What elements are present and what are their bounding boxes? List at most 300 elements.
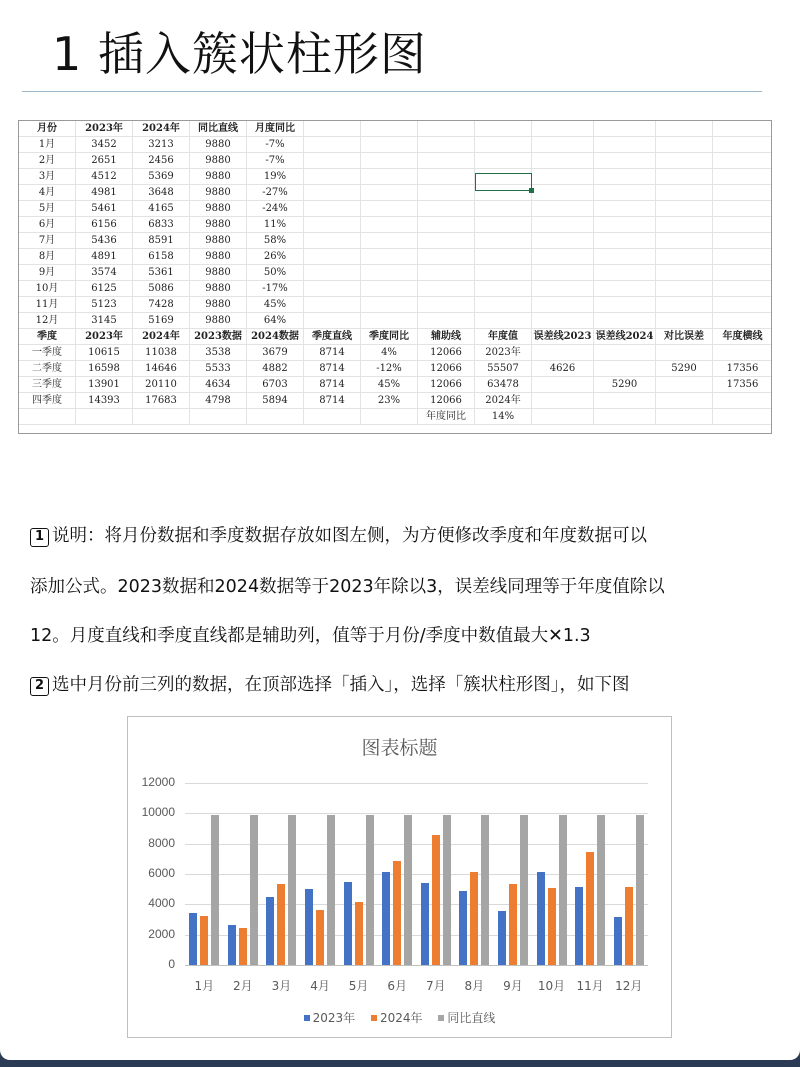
spreadsheet	[18, 120, 772, 434]
x-tick-label: 6月	[387, 979, 408, 993]
legend-label: 2024年	[379, 1011, 423, 1025]
sheet-cell[interactable]	[594, 137, 656, 153]
bar-2024年-2月[interactable]	[239, 928, 247, 965]
bar-2023年-4月[interactable]	[305, 889, 313, 965]
sheet-cell[interactable]	[656, 377, 713, 393]
sheet-cell[interactable]: 5533	[190, 361, 247, 377]
sheet-cell[interactable]	[418, 185, 475, 201]
chart-title[interactable]: 图表标题	[361, 737, 438, 759]
sheet-cell[interactable]	[304, 281, 361, 297]
sheet-cell[interactable]: 13901	[76, 377, 133, 393]
y-tick-label: 6000	[148, 866, 175, 880]
sheet-cell[interactable]	[304, 121, 361, 137]
sheet-cell[interactable]: 6月	[19, 217, 76, 233]
sheet-cell[interactable]: 年度值	[475, 329, 532, 345]
sheet-cell[interactable]: 月度同比	[247, 121, 304, 137]
sheet-cell[interactable]: 5361	[133, 265, 190, 281]
sheet-cell[interactable]: 季度直线	[304, 329, 361, 345]
sheet-cell[interactable]	[418, 297, 475, 313]
sheet-cell[interactable]: 6156	[76, 217, 133, 233]
sheet-cell[interactable]	[361, 185, 418, 201]
sheet-cell[interactable]: -7%	[247, 153, 304, 169]
sheet-cell[interactable]: 月份	[19, 121, 76, 137]
sheet-cell[interactable]: -7%	[247, 137, 304, 153]
sheet-cell[interactable]: 8591	[133, 233, 190, 249]
sheet-cell[interactable]	[304, 249, 361, 265]
sheet-cell[interactable]: 对比误差	[656, 329, 713, 345]
sheet-cell[interactable]: 4512	[76, 169, 133, 185]
sheet-cell[interactable]	[361, 409, 418, 425]
bar-2023年-7月[interactable]	[421, 883, 429, 965]
sheet-cell[interactable]	[594, 265, 656, 281]
sheet-cell[interactable]: 5290	[594, 377, 656, 393]
sheet-cell[interactable]: 3145	[76, 313, 133, 329]
sheet-cell[interactable]: 3452	[76, 137, 133, 153]
sheet-cell[interactable]	[713, 185, 772, 201]
sheet-cell[interactable]: 6125	[76, 281, 133, 297]
sheet-cell[interactable]	[361, 201, 418, 217]
sheet-cell[interactable]: 3679	[247, 345, 304, 361]
sheet-cell[interactable]	[656, 281, 713, 297]
sheet-cell[interactable]	[418, 153, 475, 169]
sheet-cell[interactable]: 三季度	[19, 377, 76, 393]
sheet-cell[interactable]: 6703	[247, 377, 304, 393]
sheet-cell[interactable]	[594, 249, 656, 265]
sheet-cell[interactable]	[594, 313, 656, 329]
legend-item-2024	[371, 1011, 423, 1025]
sheet-cell[interactable]: 9880	[190, 201, 247, 217]
sheet-cell[interactable]	[656, 265, 713, 281]
sheet-cell[interactable]	[247, 409, 304, 425]
sheet-cell[interactable]	[532, 313, 594, 329]
sheet-cell[interactable]	[304, 201, 361, 217]
sheet-cell[interactable]: 11038	[133, 345, 190, 361]
sheet-cell[interactable]: 季度同比	[361, 329, 418, 345]
sheet-cell[interactable]	[475, 217, 532, 233]
bar-2024年-6月[interactable]	[393, 861, 401, 965]
sheet-cell[interactable]	[475, 201, 532, 217]
sheet-cell[interactable]	[532, 281, 594, 297]
x-axis-line	[185, 965, 648, 966]
bar-2023年-11月[interactable]	[575, 887, 583, 965]
sheet-cell[interactable]: 63478	[475, 377, 532, 393]
sheet-cell[interactable]: 9880	[190, 233, 247, 249]
sheet-cell[interactable]	[713, 169, 772, 185]
sheet-cell[interactable]: 5369	[133, 169, 190, 185]
sheet-cell[interactable]: 年度横线	[713, 329, 772, 345]
sheet-cell[interactable]: 14393	[76, 393, 133, 409]
bar-2024年-8月[interactable]	[470, 872, 478, 965]
sheet-cell[interactable]: 4891	[76, 249, 133, 265]
sheet-cell[interactable]	[475, 265, 532, 281]
sheet-cell[interactable]: 10月	[19, 281, 76, 297]
sheet-cell[interactable]	[656, 217, 713, 233]
sheet-cell[interactable]	[361, 297, 418, 313]
sheet-cell[interactable]	[418, 249, 475, 265]
bar-同比直线-6月[interactable]	[404, 815, 412, 965]
sheet-cell[interactable]	[304, 265, 361, 281]
bar-同比直线-12月[interactable]	[636, 815, 644, 965]
sheet-cell[interactable]: 5月	[19, 201, 76, 217]
sheet-cell[interactable]: 17683	[133, 393, 190, 409]
sheet-cell[interactable]: 23%	[361, 393, 418, 409]
sheet-cell[interactable]	[713, 201, 772, 217]
sheet-cell[interactable]	[594, 233, 656, 249]
bar-同比直线-10月[interactable]	[559, 815, 567, 965]
sheet-cell[interactable]	[418, 137, 475, 153]
sheet-cell[interactable]: 2024年	[133, 329, 190, 345]
sheet-cell[interactable]: 7428	[133, 297, 190, 313]
bar-同比直线-2月[interactable]	[250, 815, 258, 965]
sheet-cell[interactable]	[656, 233, 713, 249]
sheet-cell[interactable]	[475, 121, 532, 137]
bar-2023年-3月[interactable]	[266, 897, 274, 965]
sheet-cell[interactable]: 误差线2024	[594, 329, 656, 345]
sheet-cell[interactable]: 6158	[133, 249, 190, 265]
sheet-cell[interactable]	[190, 409, 247, 425]
step-badge-2: 2	[30, 677, 49, 696]
bar-同比直线-9月[interactable]	[520, 815, 528, 965]
sheet-cell[interactable]	[594, 409, 656, 425]
bar-2023年-5月[interactable]	[344, 882, 352, 965]
sheet-cell[interactable]	[418, 265, 475, 281]
sheet-cell[interactable]	[361, 137, 418, 153]
sheet-cell[interactable]	[304, 153, 361, 169]
sheet-cell[interactable]	[418, 313, 475, 329]
sheet-cell[interactable]	[361, 249, 418, 265]
sheet-cell[interactable]	[304, 217, 361, 233]
bar-2024年-4月[interactable]	[316, 910, 324, 965]
sheet-cell[interactable]: 4626	[532, 361, 594, 377]
sheet-cell[interactable]: 3213	[133, 137, 190, 153]
sheet-cell[interactable]	[532, 249, 594, 265]
sheet-cell[interactable]: 9880	[190, 169, 247, 185]
sheet-cell[interactable]	[713, 281, 772, 297]
note-line-3	[30, 624, 780, 648]
sheet-cell[interactable]	[713, 217, 772, 233]
sheet-cell[interactable]	[532, 169, 594, 185]
bar-2023年-9月[interactable]	[498, 911, 506, 965]
sheet-cell[interactable]: 8714	[304, 393, 361, 409]
sheet-cell[interactable]	[594, 297, 656, 313]
sheet-cell[interactable]	[656, 169, 713, 185]
clustered-column-chart[interactable]	[127, 716, 672, 1038]
sheet-cell[interactable]: 9月	[19, 265, 76, 281]
sheet-cell[interactable]	[532, 153, 594, 169]
sheet-cell[interactable]: 9880	[190, 313, 247, 329]
sheet-cell[interactable]	[475, 281, 532, 297]
fill-handle[interactable]	[529, 188, 534, 193]
sheet-cell[interactable]	[304, 169, 361, 185]
sheet-cell[interactable]	[713, 313, 772, 329]
sheet-cell[interactable]	[532, 121, 594, 137]
sheet-cell[interactable]: 5436	[76, 233, 133, 249]
sheet-cell[interactable]	[594, 361, 656, 377]
sheet-cell[interactable]: 2024年	[133, 121, 190, 137]
bar-2023年-1月[interactable]	[189, 913, 197, 965]
sheet-cell[interactable]: 误差线2023	[532, 329, 594, 345]
sheet-cell[interactable]	[594, 169, 656, 185]
sheet-cell[interactable]: 2651	[76, 153, 133, 169]
bar-2023年-12月[interactable]	[614, 917, 622, 965]
bar-2024年-11月[interactable]	[586, 852, 594, 965]
sheet-cell[interactable]: 5461	[76, 201, 133, 217]
sheet-cell[interactable]	[361, 153, 418, 169]
bar-同比直线-3月[interactable]	[288, 815, 296, 965]
sheet-cell[interactable]	[304, 313, 361, 329]
sheet-cell[interactable]: 9880	[190, 249, 247, 265]
sheet-cell[interactable]: 2月	[19, 153, 76, 169]
sheet-cell[interactable]	[656, 297, 713, 313]
sheet-cell[interactable]: 3648	[133, 185, 190, 201]
bar-2024年-3月[interactable]	[277, 884, 285, 965]
sheet-cell[interactable]: 45%	[361, 377, 418, 393]
sheet-cell[interactable]: 5123	[76, 297, 133, 313]
sheet-cell[interactable]: -12%	[361, 361, 418, 377]
sheet-cell[interactable]	[304, 185, 361, 201]
sheet-cell[interactable]	[475, 233, 532, 249]
sheet-cell[interactable]	[594, 217, 656, 233]
sheet-cell[interactable]	[713, 121, 772, 137]
sheet-cell[interactable]	[656, 313, 713, 329]
sheet-cell[interactable]: 26%	[247, 249, 304, 265]
sheet-cell[interactable]	[656, 345, 713, 361]
note-text: 12。月度直线和季度直线都是辅助列，值等于月份/季度中数值最大✕1.3	[30, 626, 591, 646]
selected-cell[interactable]	[475, 173, 532, 191]
bar-同比直线-11月[interactable]	[597, 815, 605, 965]
sheet-cell[interactable]	[361, 169, 418, 185]
sheet-cell[interactable]: 17356	[713, 377, 772, 393]
sheet-cell[interactable]: 2023年	[76, 121, 133, 137]
bar-2024年-1月[interactable]	[200, 916, 208, 965]
bar-同比直线-5月[interactable]	[366, 815, 374, 965]
bar-2023年-10月[interactable]	[537, 872, 545, 965]
sheet-cell[interactable]	[532, 265, 594, 281]
sheet-cell[interactable]: 58%	[247, 233, 304, 249]
sheet-cell[interactable]	[418, 121, 475, 137]
sheet-cell[interactable]: 2023年	[475, 345, 532, 361]
sheet-cell[interactable]: 45%	[247, 297, 304, 313]
sheet-cell[interactable]: 4%	[361, 345, 418, 361]
sheet-cell[interactable]: 4月	[19, 185, 76, 201]
sheet-cell[interactable]: 辅助线	[418, 329, 475, 345]
sheet-cell[interactable]: 9880	[190, 265, 247, 281]
sheet-cell[interactable]: 季度	[19, 329, 76, 345]
sheet-cell[interactable]: 6833	[133, 217, 190, 233]
sheet-cell[interactable]	[594, 281, 656, 297]
sheet-cell[interactable]	[532, 137, 594, 153]
sheet-cell[interactable]	[532, 297, 594, 313]
sheet-cell[interactable]	[656, 201, 713, 217]
note-text: 添加公式。2023数据和2024数据等于2023年除以3，误差线同理等于年度值除以	[30, 577, 665, 597]
sheet-cell[interactable]: 2023年	[76, 329, 133, 345]
sheet-cell[interactable]: 4798	[190, 393, 247, 409]
bar-同比直线-4月[interactable]	[327, 815, 335, 965]
sheet-cell[interactable]	[594, 345, 656, 361]
sheet-cell[interactable]: 17356	[713, 361, 772, 377]
sheet-cell[interactable]: -27%	[247, 185, 304, 201]
sheet-cell[interactable]	[713, 153, 772, 169]
sheet-cell[interactable]: 1月	[19, 137, 76, 153]
sheet-cell[interactable]	[361, 313, 418, 329]
sheet-cell[interactable]: 64%	[247, 313, 304, 329]
sheet-cell[interactable]	[475, 153, 532, 169]
sheet-cell[interactable]	[594, 153, 656, 169]
bar-2024年-9月[interactable]	[509, 884, 517, 965]
sheet-cell[interactable]	[594, 201, 656, 217]
sheet-cell[interactable]: 一季度	[19, 345, 76, 361]
sheet-cell[interactable]: 9880	[190, 185, 247, 201]
sheet-cell[interactable]	[656, 137, 713, 153]
sheet-cell[interactable]: 9880	[190, 153, 247, 169]
sheet-cell[interactable]: 5290	[656, 361, 713, 377]
sheet-cell[interactable]: 9880	[190, 217, 247, 233]
sheet-cell[interactable]: 4165	[133, 201, 190, 217]
sheet-cell[interactable]	[656, 409, 713, 425]
sheet-cell[interactable]: 2456	[133, 153, 190, 169]
bar-2023年-6月[interactable]	[382, 872, 390, 965]
sheet-cell[interactable]: 8714	[304, 361, 361, 377]
sheet-cell[interactable]	[133, 409, 190, 425]
sheet-cell[interactable]: -17%	[247, 281, 304, 297]
sheet-cell[interactable]	[532, 201, 594, 217]
sheet-cell[interactable]: 9880	[190, 137, 247, 153]
sheet-cell[interactable]: 4634	[190, 377, 247, 393]
sheet-cell[interactable]: 11月	[19, 297, 76, 313]
sheet-cell[interactable]	[532, 345, 594, 361]
sheet-cell[interactable]	[713, 233, 772, 249]
bar-2023年-2月[interactable]	[228, 925, 236, 965]
bar-2024年-5月[interactable]	[355, 902, 363, 965]
bar-2024年-7月[interactable]	[432, 835, 440, 965]
sheet-cell[interactable]	[19, 409, 76, 425]
sheet-cell[interactable]: 12月	[19, 313, 76, 329]
sheet-cell[interactable]	[594, 185, 656, 201]
sheet-cell[interactable]	[532, 377, 594, 393]
sheet-cell[interactable]	[532, 233, 594, 249]
sheet-cell[interactable]	[418, 169, 475, 185]
sheet-cell[interactable]: 5169	[133, 313, 190, 329]
sheet-cell[interactable]: 同比直线	[190, 121, 247, 137]
sheet-cell[interactable]: 14646	[133, 361, 190, 377]
sheet-cell[interactable]	[475, 297, 532, 313]
sheet-cell[interactable]: 4981	[76, 185, 133, 201]
y-tick-label: 0	[168, 957, 175, 971]
sheet-cell[interactable]: 3月	[19, 169, 76, 185]
sheet-cell[interactable]: 8月	[19, 249, 76, 265]
sheet-cell[interactable]	[418, 233, 475, 249]
sheet-cell[interactable]: 50%	[247, 265, 304, 281]
sheet-cell[interactable]: 4882	[247, 361, 304, 377]
sheet-cell[interactable]: 2023数据	[190, 329, 247, 345]
sheet-cell[interactable]: 9880	[190, 281, 247, 297]
sheet-cell[interactable]	[594, 393, 656, 409]
sheet-cell[interactable]	[304, 409, 361, 425]
sheet-cell[interactable]	[532, 393, 594, 409]
sheet-cell[interactable]: 14%	[475, 409, 532, 425]
sheet-cell[interactable]: 5894	[247, 393, 304, 409]
sheet-cell[interactable]: 12066	[418, 361, 475, 377]
sheet-cell[interactable]: 12066	[418, 345, 475, 361]
sheet-cell[interactable]	[304, 233, 361, 249]
sheet-cell[interactable]: 16598	[76, 361, 133, 377]
sheet-cell[interactable]: 19%	[247, 169, 304, 185]
sheet-cell[interactable]	[361, 265, 418, 281]
sheet-cell[interactable]	[418, 201, 475, 217]
sheet-cell[interactable]: 2024年	[475, 393, 532, 409]
sheet-cell[interactable]	[713, 345, 772, 361]
sheet-cell[interactable]	[361, 121, 418, 137]
sheet-cell[interactable]	[361, 281, 418, 297]
sheet-cell[interactable]	[656, 153, 713, 169]
chart-legend[interactable]	[128, 1009, 671, 1026]
sheet-cell[interactable]: 3538	[190, 345, 247, 361]
sheet-cell[interactable]: 12066	[418, 393, 475, 409]
sheet-cell[interactable]	[475, 313, 532, 329]
sheet-cell[interactable]	[713, 393, 772, 409]
sheet-cell[interactable]: 12066	[418, 377, 475, 393]
sheet-cell[interactable]: 55507	[475, 361, 532, 377]
sheet-cell[interactable]	[713, 265, 772, 281]
x-tick-label: 12月	[615, 979, 643, 993]
sheet-cell[interactable]: 3574	[76, 265, 133, 281]
sheet-cell[interactable]	[532, 217, 594, 233]
x-tick-label: 2月	[233, 979, 253, 993]
sheet-cell[interactable]	[475, 249, 532, 265]
bar-同比直线-1月[interactable]	[211, 815, 219, 965]
sheet-cell[interactable]	[713, 249, 772, 265]
sheet-cell[interactable]	[713, 409, 772, 425]
sheet-cell[interactable]	[418, 281, 475, 297]
sheet-cell[interactable]	[418, 217, 475, 233]
sheet-cell[interactable]	[304, 137, 361, 153]
bar-同比直线-8月[interactable]	[481, 815, 489, 965]
sheet-cell[interactable]	[532, 185, 594, 201]
sheet-cell[interactable]: 四季度	[19, 393, 76, 409]
sheet-cell[interactable]	[304, 297, 361, 313]
sheet-cell[interactable]: 年度同比	[418, 409, 475, 425]
sheet-cell[interactable]	[713, 297, 772, 313]
sheet-cell[interactable]	[656, 249, 713, 265]
sheet-cell[interactable]: 8714	[304, 345, 361, 361]
sheet-cell[interactable]	[656, 393, 713, 409]
sheet-cell[interactable]: 9880	[190, 297, 247, 313]
sheet-cell[interactable]: 5086	[133, 281, 190, 297]
sheet-cell[interactable]	[656, 185, 713, 201]
sheet-cell[interactable]	[361, 233, 418, 249]
sheet-cell[interactable]	[361, 217, 418, 233]
sheet-cell[interactable]	[713, 137, 772, 153]
sheet-cell[interactable]: 8714	[304, 377, 361, 393]
sheet-cell[interactable]	[475, 137, 532, 153]
x-tick-label: 10月	[537, 979, 566, 993]
sheet-cell[interactable]	[532, 409, 594, 425]
bar-2023年-8月[interactable]	[459, 891, 467, 965]
sheet-cell[interactable]: 11%	[247, 217, 304, 233]
sheet-cell[interactable]	[76, 409, 133, 425]
sheet-cell[interactable]: 2024数据	[247, 329, 304, 345]
sheet-cell[interactable]: 20110	[133, 377, 190, 393]
bar-2024年-12月[interactable]	[625, 887, 633, 965]
sheet-cell[interactable]	[656, 121, 713, 137]
sheet-cell[interactable]: 二季度	[19, 361, 76, 377]
sheet-cell[interactable]: 10615	[76, 345, 133, 361]
sheet-cell[interactable]: -24%	[247, 201, 304, 217]
sheet-cell[interactable]: 7月	[19, 233, 76, 249]
bar-同比直线-7月[interactable]	[443, 815, 451, 965]
sheet-cell[interactable]	[594, 121, 656, 137]
bar-2024年-10月[interactable]	[548, 888, 556, 965]
